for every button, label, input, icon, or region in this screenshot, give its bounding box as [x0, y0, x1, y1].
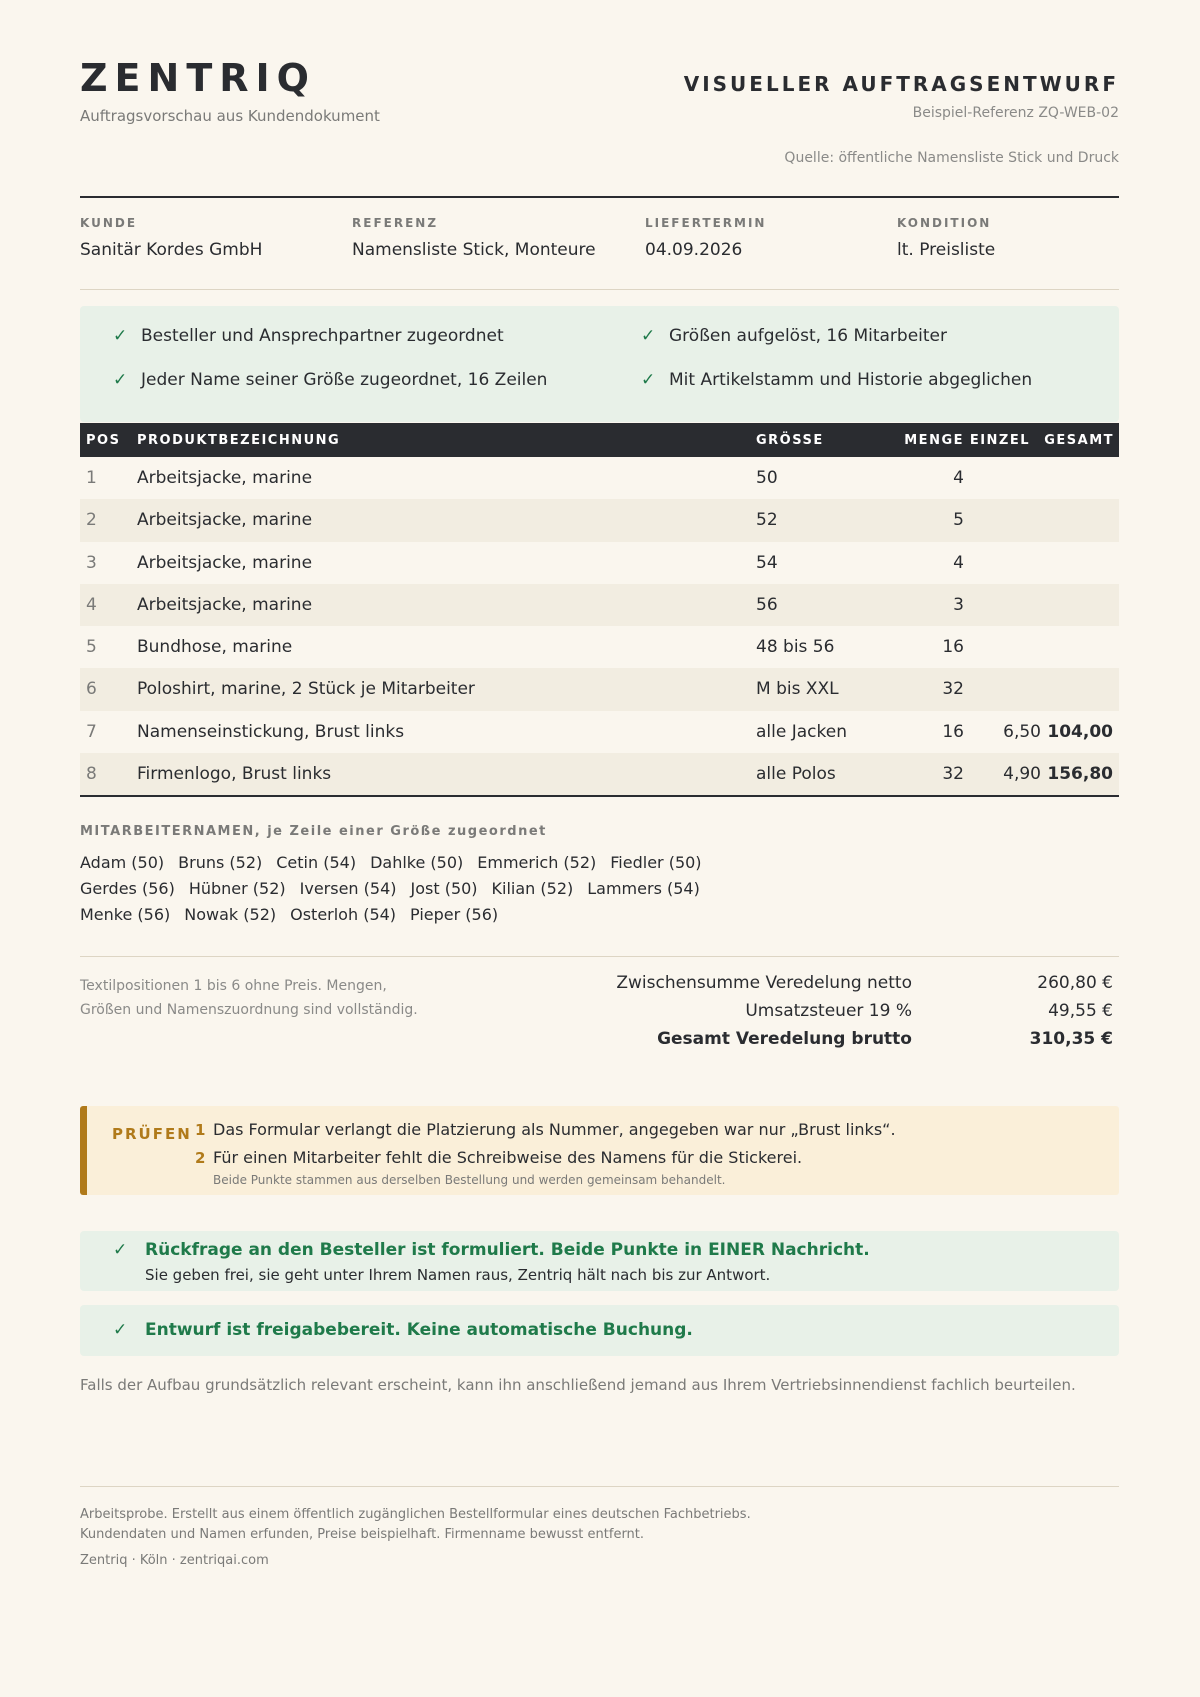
freigabe-status: [80, 1305, 1119, 1356]
cell-produkt: Bundhose, marine: [137, 637, 293, 658]
table-row: [80, 668, 1119, 710]
total-value: 310,35 €: [1029, 1029, 1113, 1049]
employee-name: Menke (56): [80, 905, 171, 924]
employee-name: Nowak (52): [184, 905, 277, 924]
validation-checks: [80, 306, 1119, 422]
col-einzel: EINZEL: [969, 433, 1030, 448]
employee-name: Hübner (52): [188, 879, 286, 898]
cell-pos: 3: [86, 552, 97, 573]
divider: [80, 956, 1119, 957]
subtotal-label: Zwischensumme Veredelung netto: [616, 973, 912, 993]
checkmark-icon: ✓: [641, 370, 656, 390]
order-meta: [80, 198, 1119, 290]
cell-groesse: 54: [756, 552, 778, 573]
rueckfrage-status: [80, 1231, 1119, 1291]
review-item-number: 2: [195, 1149, 206, 1167]
cell-pos: 8: [86, 764, 97, 785]
cell-menge: 4: [953, 552, 964, 573]
review-item-text: Das Formular verlangt die Platzierung als Nummer, angegeben war nur „Brust links“.: [213, 1120, 896, 1139]
meta-value: 04.09.2026: [645, 240, 743, 260]
tax-value: 49,55 €: [1048, 1001, 1113, 1021]
cell-menge: 4: [953, 468, 964, 488]
employee-name: Pieper (56): [410, 905, 499, 924]
table-row: [80, 584, 1119, 626]
employee-name: Cetin (54): [276, 853, 357, 872]
cell-pos: 1: [86, 468, 97, 488]
employee-name: Adam (50): [80, 853, 165, 872]
document-source: Quelle: öffentliche Namensliste Stick und Druck: [784, 150, 1119, 166]
table-row: [80, 457, 1119, 499]
brand-subtitle: Auftragsvorschau aus Kundendokument: [80, 107, 380, 125]
cell-pos: 6: [86, 679, 97, 700]
table-row: [80, 542, 1119, 584]
meta-value: lt. Preisliste: [897, 240, 996, 260]
table-header: [80, 423, 1119, 457]
table-row: [80, 753, 1119, 795]
meta-value: Sanitär Kordes GmbH: [80, 240, 263, 260]
cell-groesse: alle Polos: [756, 764, 836, 785]
rueckfrage-subtitle: Sie geben frei, sie geht unter Ihrem Namen raus, Zentriq hält nach bis zur Antwort.: [145, 1266, 771, 1284]
footer-contact: Zentriq · Köln · zentriqai.com: [80, 1553, 269, 1568]
review-tag: PRÜFEN: [112, 1125, 192, 1143]
document-page: [80, 0, 1119, 1568]
review-item-text: Für einen Mitarbeiter fehlt die Schreibweise des Namens für die Stickerei.: [213, 1148, 803, 1167]
brand-logo: ZENTRIQ: [80, 56, 316, 100]
meta-kondition: [897, 216, 995, 260]
check-label: Größen aufgelöst, 16 Mitarbeiter: [669, 326, 948, 346]
col-gesamt: GESAMT: [1044, 433, 1114, 448]
employee-name: Osterloh (54): [290, 905, 397, 924]
names-line: [80, 850, 720, 876]
checkmark-icon: ✓: [641, 326, 656, 346]
rueckfrage-title: Rückfrage an den Besteller ist formuliert. Beide Punkte in EINER Nachricht.: [145, 1240, 870, 1260]
note-line: Größen und Namenszuordnung sind vollständig.: [80, 1002, 418, 1018]
cell-groesse: 48 bis 56: [756, 637, 835, 658]
closing-text: Falls der Aufbau grundsätzlich relevant erscheint, kann ihn anschließend jemand aus Ihrem Vertriebsinnendienst fachlich beurteilen.: [80, 1376, 1076, 1394]
total-label: Gesamt Veredelung brutto: [657, 1029, 912, 1049]
cell-produkt: Arbeitsjacke, marine: [137, 468, 313, 488]
table-row: [80, 499, 1119, 541]
cell-menge: 16: [942, 721, 964, 742]
cell-pos: 5: [86, 637, 97, 658]
checkmark-icon: ✓: [113, 1240, 128, 1260]
cell-groesse: 56: [756, 594, 778, 615]
cell-pos: 2: [86, 510, 97, 531]
employee-names: [80, 850, 720, 928]
check-item: [641, 326, 947, 346]
check-label: Mit Artikelstamm und Historie abgeglichen: [669, 370, 1033, 390]
header: [80, 0, 1119, 190]
cell-gesamt: 104,00: [1047, 721, 1113, 742]
names-line: [80, 876, 720, 902]
check-label: Besteller und Ansprechpartner zugeordnet: [141, 326, 504, 346]
review-box: [80, 1106, 1119, 1195]
employee-name: Fiedler (50): [610, 853, 702, 872]
meta-value: Namensliste Stick, Monteure: [352, 240, 596, 260]
cell-groesse: alle Jacken: [756, 721, 847, 742]
checkmark-icon: ✓: [113, 370, 128, 390]
employee-name: Bruns (52): [178, 853, 263, 872]
subtotal-value: 260,80 €: [1037, 973, 1113, 993]
document-title: VISUELLER AUFTRAGSENTWURF: [683, 72, 1119, 96]
names-label: MITARBEITERNAMEN, je Zeile einer Größe zugeordnet: [80, 824, 547, 839]
names-line: [80, 902, 720, 928]
cell-produkt: Arbeitsjacke, marine: [137, 510, 313, 531]
checkmark-icon: ✓: [113, 1320, 128, 1340]
table-bottom-rule: [80, 795, 1119, 797]
col-produkt: PRODUKTBEZEICHNUNG: [137, 433, 341, 448]
footer-divider: [80, 1486, 1119, 1487]
employee-name: Dahlke (50): [370, 853, 464, 872]
meta-label: KONDITION: [897, 216, 992, 230]
check-item: [113, 370, 547, 390]
review-note: Beide Punkte stammen aus derselben Bestellung und werden gemeinsam behandelt.: [213, 1173, 726, 1187]
employee-name: Gerdes (56): [80, 879, 175, 898]
note-line: Textilpositionen 1 bis 6 ohne Preis. Mengen,: [80, 978, 387, 994]
col-groesse: GRÖSSE: [756, 433, 824, 448]
employee-name: Emmerich (52): [477, 853, 597, 872]
footer-line: Kundendaten und Namen erfunden, Preise beispielhaft. Firmenname bewusst entfernt.: [80, 1527, 645, 1542]
employee-name: Iversen (54): [299, 879, 397, 898]
cell-groesse: 52: [756, 510, 778, 531]
cell-groesse: M bis XXL: [756, 679, 839, 700]
footer-line: Arbeitsprobe. Erstellt aus einem öffentlich zugänglichen Bestellformular eines deutschen Fachbetriebs.: [80, 1507, 751, 1522]
table-body: [80, 457, 1119, 795]
cell-menge: 5: [953, 510, 964, 531]
cell-pos: 7: [86, 721, 97, 742]
cell-menge: 32: [942, 764, 964, 785]
employee-name: Jost (50): [410, 879, 478, 898]
tax-label: Umsatzsteuer 19 %: [745, 1001, 912, 1021]
col-pos: POS: [86, 433, 121, 448]
cell-produkt: Namenseinstickung, Brust links: [137, 721, 405, 742]
col-menge: MENGE: [904, 433, 964, 448]
meta-referenz: [352, 216, 596, 260]
cell-produkt: Arbeitsjacke, marine: [137, 552, 313, 573]
cell-einzel: 4,90: [1003, 764, 1041, 785]
cell-menge: 3: [953, 594, 964, 615]
checkmark-icon: ✓: [113, 326, 128, 346]
cell-einzel: 6,50: [1003, 721, 1041, 742]
check-item: [113, 326, 504, 346]
cell-pos: 4: [86, 594, 97, 615]
cell-produkt: Arbeitsjacke, marine: [137, 594, 313, 615]
cell-gesamt: 156,80: [1047, 764, 1113, 785]
table-row: [80, 711, 1119, 753]
cell-groesse: 50: [756, 468, 778, 488]
meta-label: REFERENZ: [352, 216, 439, 230]
employee-name: Kilian (52): [491, 879, 574, 898]
check-label: Jeder Name seiner Größe zugeordnet, 16 Zeilen: [141, 370, 548, 390]
meta-label: LIEFERTERMIN: [645, 216, 767, 230]
review-item-number: 1: [195, 1121, 206, 1139]
footer-disclaimer: [80, 1505, 751, 1545]
document-reference: Beispiel-Referenz ZQ-WEB-02: [912, 105, 1119, 121]
employee-name: Lammers (54): [587, 879, 700, 898]
totals-note: [80, 974, 460, 1022]
meta-label: KUNDE: [80, 216, 138, 230]
cell-menge: 32: [942, 679, 964, 700]
check-item: [641, 370, 1032, 390]
cell-produkt: Poloshirt, marine, 2 Stück je Mitarbeiter: [137, 679, 475, 700]
freigabe-title: Entwurf ist freigabebereit. Keine automatische Buchung.: [145, 1320, 693, 1340]
meta-liefertermin: [645, 216, 766, 260]
table-row: [80, 626, 1119, 668]
meta-kunde: [80, 216, 262, 260]
cell-produkt: Firmenlogo, Brust links: [137, 764, 332, 785]
cell-menge: 16: [942, 637, 964, 658]
order-table: [80, 423, 1119, 797]
